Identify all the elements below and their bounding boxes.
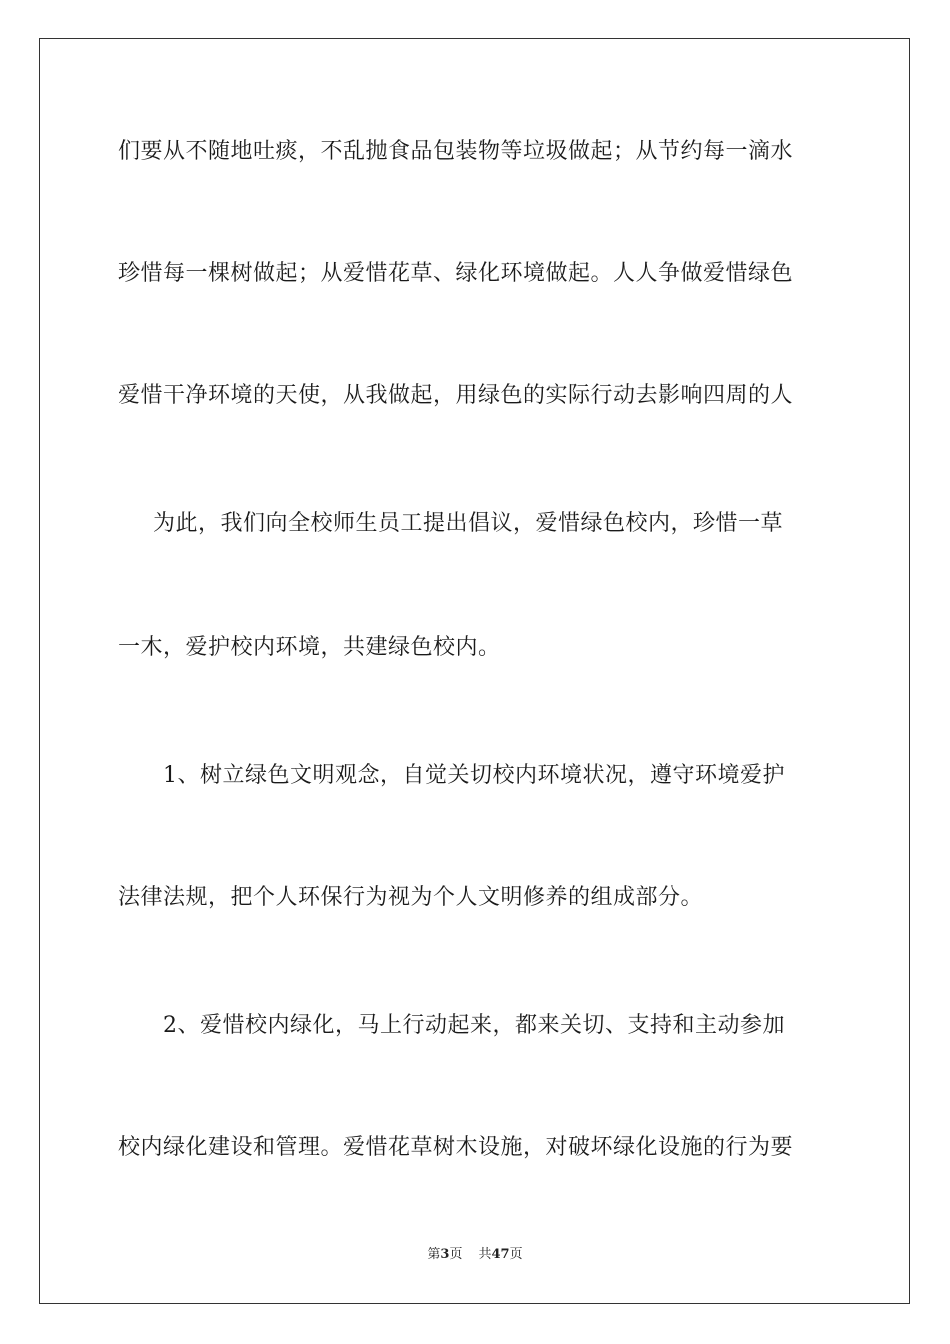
footer-total-pages: 47 [491,1247,510,1262]
page-border [39,38,910,1304]
body-line-2: 珍惜每一棵树做起；从爱惜花草、绿化环境做起。人人争做爱惜绿色 [118,261,794,286]
footer-total-suffix: 页 [509,1247,523,1262]
body-line-4: 为此，我们向全校师生员工提出倡议，爱惜绿色校内，珍惜一草 [153,511,784,536]
footer-total-prefix: 共 [478,1247,492,1262]
body-line-8: 2、爱惜校内绿化，马上行动起来，都来关切、支持和主动参加 [163,1013,785,1038]
footer-page-number: 3 [440,1247,450,1262]
footer-page-prefix: 第 [427,1247,441,1262]
body-line-1: 们要从不随地吐痰，不乱抛食品包装物等垃圾做起；从节约每一滴水 [118,139,794,164]
body-line-5: 一木，爱护校内环境，共建绿色校内。 [118,635,501,660]
body-line-3: 爱惜干净环境的天使，从我做起，用绿色的实际行动去影响四周的人 [118,383,794,408]
page-footer [0,1246,950,1264]
body-line-7: 法律法规，把个人环保行为视为个人文明修养的组成部分。 [118,885,704,910]
body-line-6: 1、树立绿色文明观念，自觉关切校内环境状况，遵守环境爱护 [163,763,785,788]
footer-page-suffix: 页 [449,1247,463,1262]
body-line-9: 校内绿化建设和管理。爱惜花草树木设施，对破坏绿化设施的行为要 [118,1135,794,1160]
